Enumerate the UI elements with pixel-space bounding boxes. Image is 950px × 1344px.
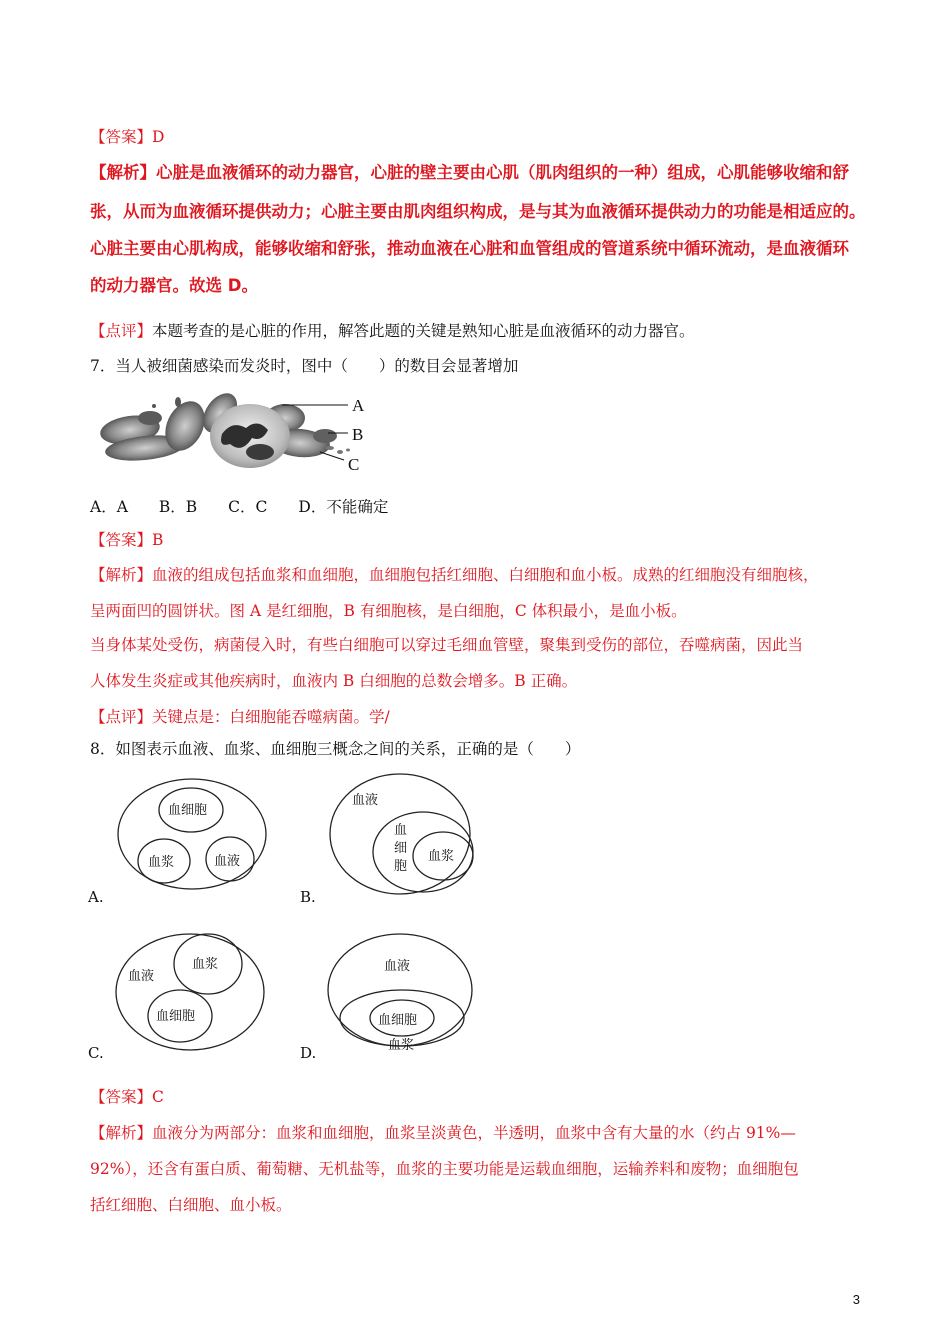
- venn-b-cells-1: 血: [394, 823, 408, 838]
- q6-analysis-tag: 【解析】: [90, 163, 156, 182]
- q7-comment-text: 关键点是：白细胞能吞噬病菌。学/: [152, 708, 390, 726]
- label-c: C: [348, 455, 360, 474]
- venn-option-c: [112, 928, 272, 1054]
- white-blood-cell: [210, 404, 290, 468]
- venn-b-blood: 血液: [352, 793, 379, 808]
- q7-question: 7．当人被细菌感染而发炎时，图中（ ）的数目会显著增加: [90, 357, 519, 375]
- q6-comment-tag: 【点评】: [90, 322, 153, 340]
- q8-analysis-line-3: 括红细胞、白细胞、血小板。: [90, 1196, 292, 1214]
- venn-c-blood: 血液: [128, 969, 155, 984]
- venn-d-blood: 血液: [384, 959, 411, 974]
- q6-answer: [90, 126, 164, 148]
- label-a: A: [352, 396, 365, 415]
- option-a-label: A.: [88, 888, 104, 906]
- q7-analysis-text-1: 血液的组成包括血浆和血细胞，血细胞包括红细胞、白细胞和血小板。成熟的红细胞没有细胞核，: [152, 566, 819, 584]
- venn-option-d: [326, 930, 476, 1056]
- blood-cells-figure: [90, 388, 390, 480]
- venn-c-cells: 血细胞: [156, 1009, 196, 1024]
- q8-analysis-tag: 【解析】: [90, 1124, 153, 1142]
- label-b: B: [352, 425, 364, 444]
- venn-c-plasma: 血浆: [192, 957, 219, 972]
- q7-analysis-line-3: 当身体某处受伤，病菌侵入时，有些白细胞可以穿过毛细血管壁，聚集到受伤的部位，吞噬病菌，因此当: [90, 636, 804, 654]
- venn-b-cells-2: 细: [394, 841, 408, 856]
- venn-option-a: [112, 776, 272, 896]
- q6-comment: [90, 320, 695, 342]
- q7-comment: [90, 706, 390, 728]
- q8-answer-tag: 【答案】: [90, 1088, 153, 1106]
- q7-answer: [90, 529, 163, 551]
- q6-answer-value: D: [152, 128, 165, 146]
- venn-d-plasma: 血浆: [388, 1038, 415, 1053]
- q7-analysis-line-1: [90, 564, 819, 586]
- q8-answer: [90, 1086, 164, 1108]
- q8-analysis-text-1: 血液分为两部分：血浆和血细胞，血浆呈淡黄色，半透明，血浆中含有大量的水（约占 91%—: [152, 1124, 796, 1142]
- q6-analysis-line-1: [90, 162, 849, 184]
- q7-options: A．A B．B C．C D．不能确定: [90, 498, 389, 516]
- q7-analysis-line-4: 人体发生炎症或其他疾病时，血液内 B 白细胞的总数会增多。B 正确。: [90, 672, 578, 690]
- q6-answer-tag: 【答案】: [90, 128, 153, 146]
- venn-option-b: [328, 772, 488, 896]
- venn-b-plasma: 血浆: [428, 849, 455, 864]
- venn-a-blood: 血液: [214, 854, 241, 869]
- q7-analysis-tag: 【解析】: [90, 566, 153, 584]
- q8-question: 8．如图表示血液、血浆、血细胞三概念之间的关系，正确的是（ ）: [90, 740, 581, 758]
- q7-analysis-line-2: 呈两面凹的圆饼状。图 A 是红细胞，B 有细胞核，是白细胞，C 体积最小，是血小板。: [90, 602, 687, 620]
- option-d-label: D.: [300, 1044, 317, 1062]
- q8-analysis-line-1: [90, 1122, 796, 1144]
- venn-b-cells-3: 胞: [394, 859, 408, 874]
- q7-answer-tag: 【答案】: [90, 531, 153, 549]
- q6-analysis-line-3: 心脏主要由心肌构成，能够收缩和舒张，推动血液在心脏和血管组成的管道系统中循环流动，是血液循环: [90, 239, 849, 258]
- q6-analysis-text-1: 心脏是血液循环的动力器官，心脏的壁主要由心肌（肌肉组织的一种）组成，心肌能够收缩和舒: [156, 163, 849, 182]
- option-c-label: C.: [88, 1044, 104, 1062]
- q7-answer-value: B: [152, 531, 164, 549]
- venn-d-cells: 血细胞: [378, 1013, 418, 1028]
- q8-answer-value: C: [152, 1088, 164, 1106]
- q7-comment-tag: 【点评】: [90, 708, 153, 726]
- q6-comment-text: 本题考查的是心脏的作用，解答此题的关键是熟知心脏是血液循环的动力器官。: [152, 322, 695, 340]
- venn-a-cells: 血细胞: [168, 803, 208, 818]
- q6-analysis-line-2: 张，从而为血液循环提供动力；心脏主要由肌肉组织构成，是与其为血液循环提供动力的功能是相适应的。: [90, 202, 866, 221]
- q8-analysis-line-2: 92%），还含有蛋白质、葡萄糖、无机盐等，血浆的主要功能是运载血细胞，运输养料和废物；血细胞包: [90, 1160, 799, 1178]
- option-b-label: B.: [300, 888, 316, 906]
- page-number: 3: [852, 1292, 860, 1307]
- venn-a-plasma: 血浆: [148, 855, 175, 870]
- q6-analysis-line-4: 的动力器官。故选 D。: [90, 276, 258, 295]
